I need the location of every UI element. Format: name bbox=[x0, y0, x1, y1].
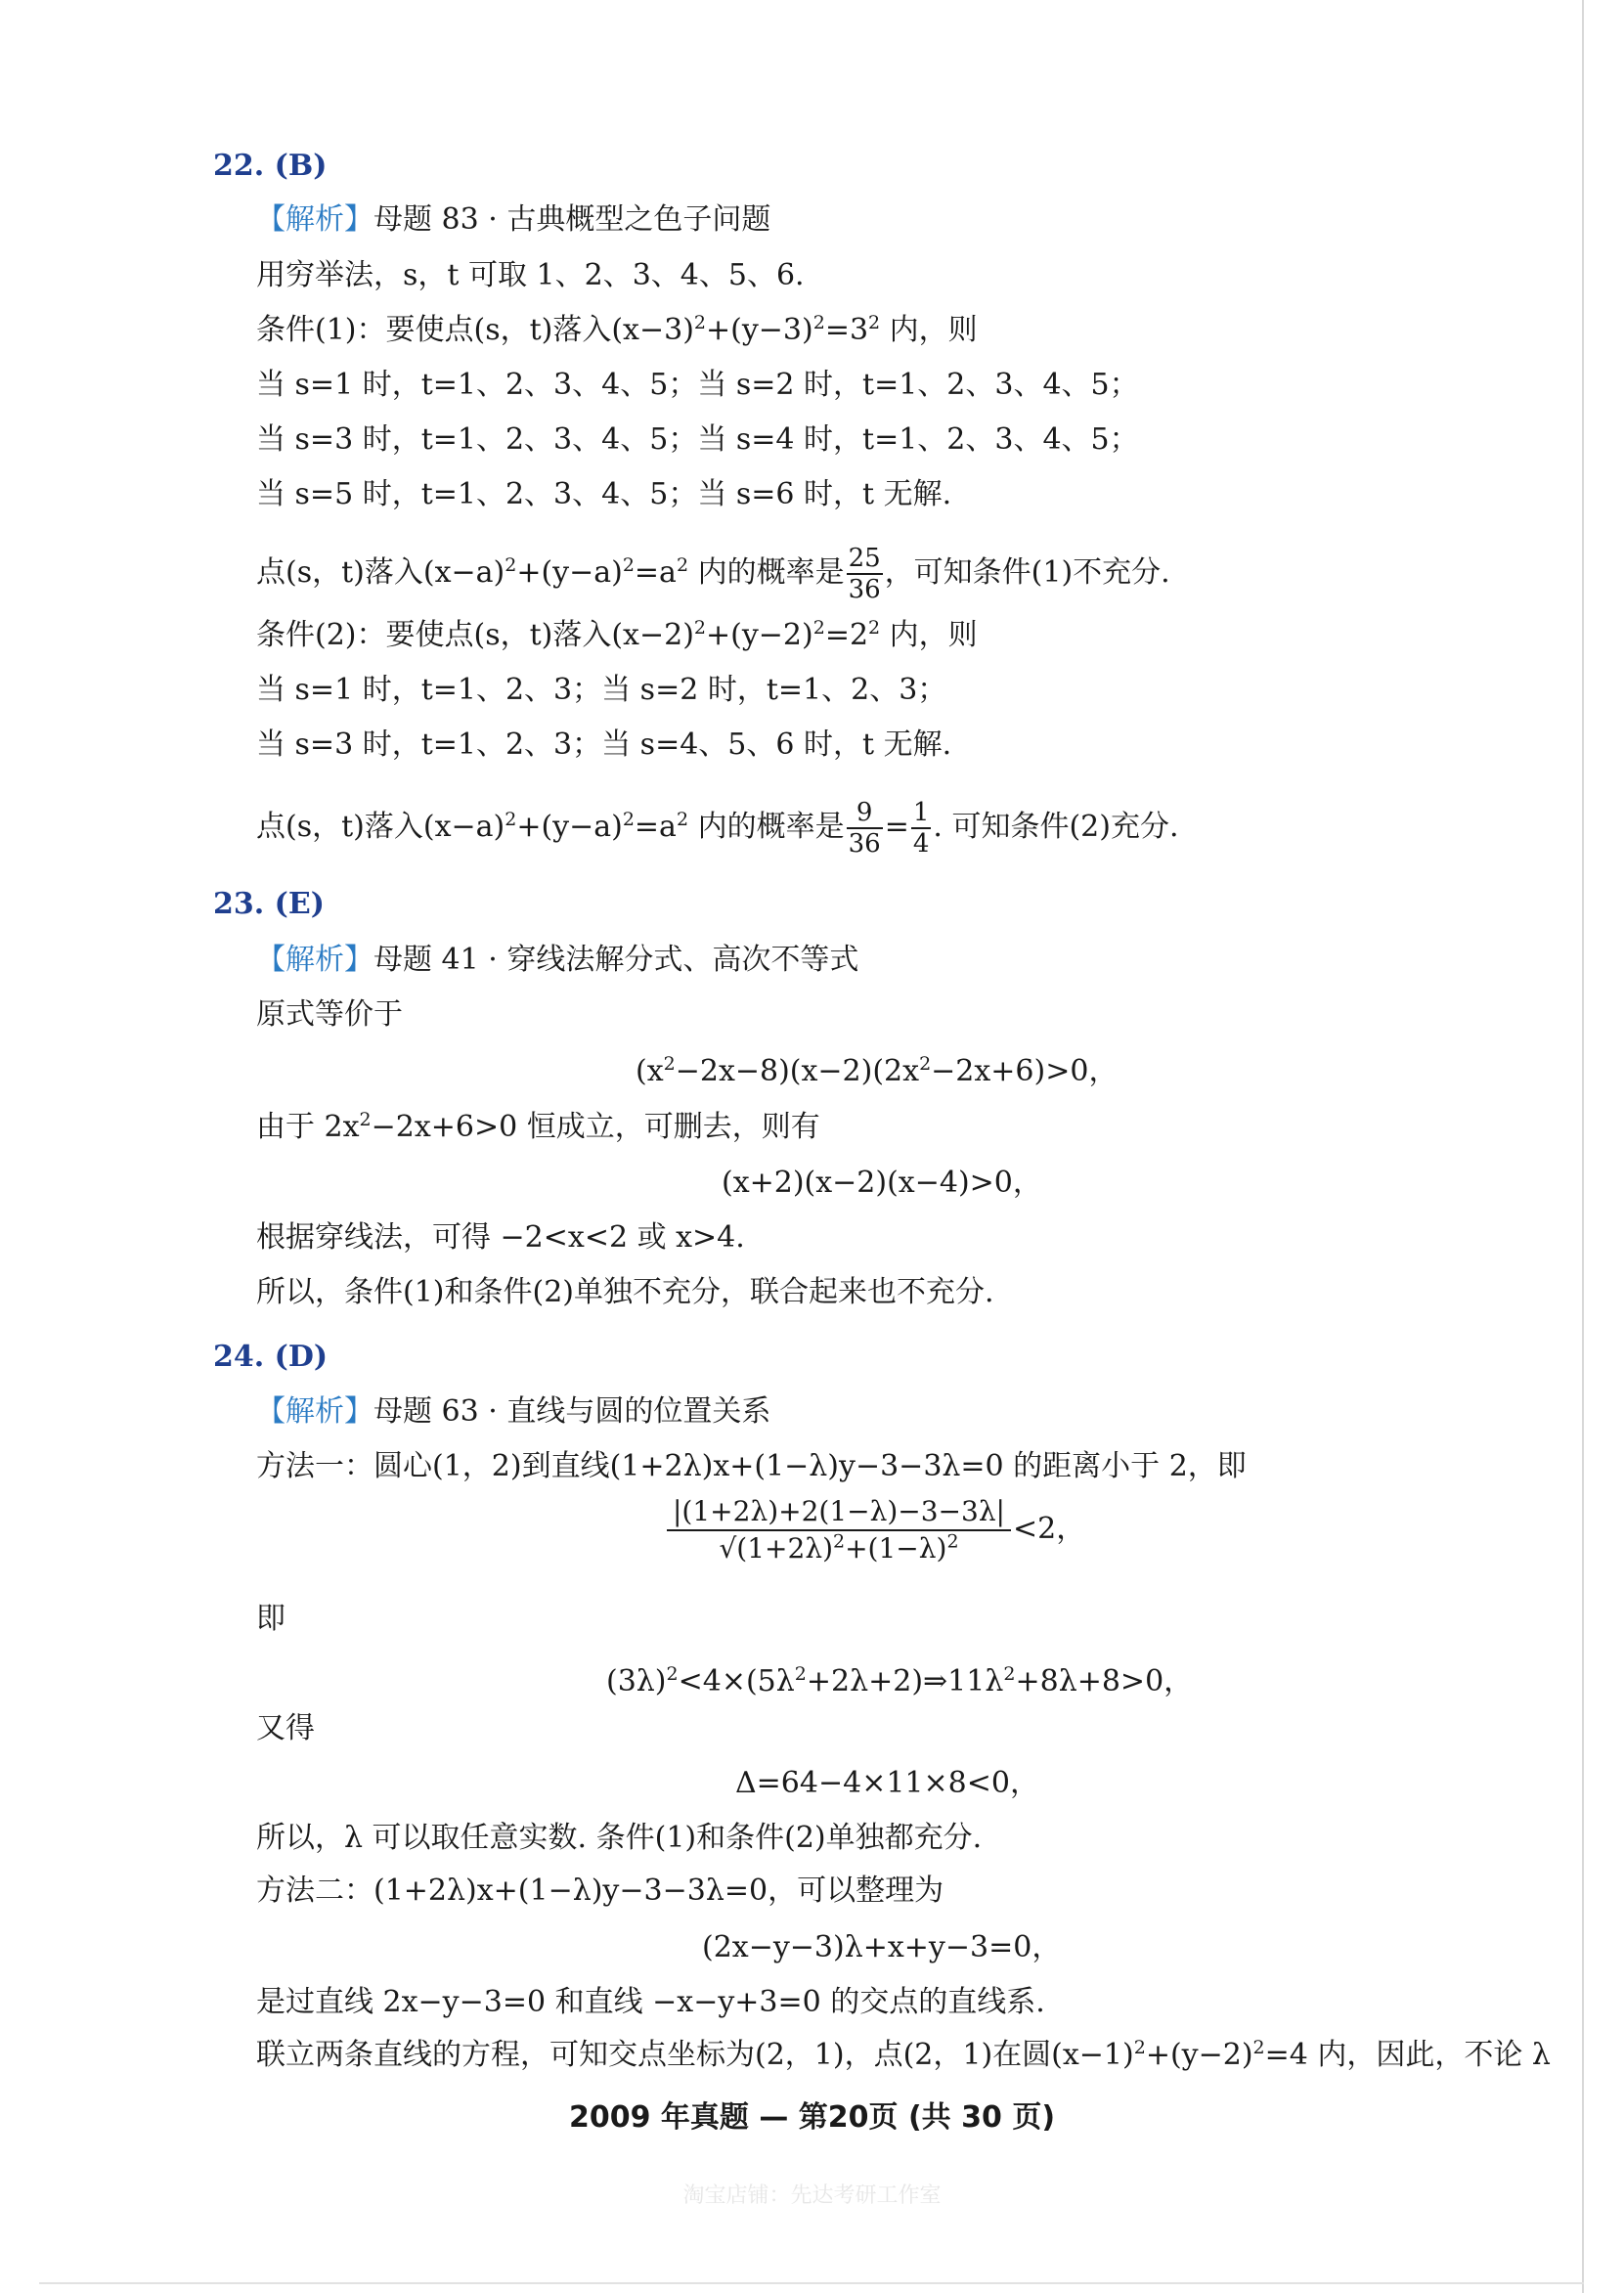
superscript: 2 bbox=[666, 1663, 679, 1685]
denominator: 4 bbox=[912, 829, 930, 859]
q24-equation-5: (2x−y−3)λ+x+y−3=0， bbox=[702, 1930, 1062, 1964]
text-fragment: √(1+2λ) bbox=[719, 1532, 833, 1565]
superscript: 2 bbox=[946, 1530, 959, 1553]
text-fragment: <4×(5λ bbox=[678, 1664, 795, 1698]
q23-analysis-tag: 【解析】 bbox=[256, 943, 373, 977]
q22-topic: 母题 83 · 古典概型之色子问题 bbox=[373, 202, 771, 237]
text-fragment: 联立两条直线的方程，可知交点坐标为(2，1)，点(2，1)在圆(x−1) bbox=[256, 2038, 1134, 2072]
text-fragment: +8λ+8>0， bbox=[1015, 1664, 1194, 1698]
text-fragment: +2λ+2)⇒11λ bbox=[806, 1664, 1004, 1698]
superscript: 2 bbox=[693, 312, 706, 333]
superscript: 2 bbox=[693, 617, 706, 639]
text-fragment: 点(s，t)落入(x−a) bbox=[256, 810, 505, 844]
q24-method-1: 方法一：圆心(1，2)到直线(1+2λ)x+(1−λ)y−3−3λ=0 的距离小于 2，即 bbox=[256, 1449, 1247, 1483]
superscript: 2 bbox=[359, 1109, 372, 1130]
superscript: 2 bbox=[622, 554, 635, 576]
denominator: 36 bbox=[848, 575, 881, 604]
text-fragment: <2， bbox=[1013, 1512, 1086, 1546]
watermark: 淘宝店铺：先达考研工作室 bbox=[682, 2183, 942, 2208]
superscript: 2 bbox=[622, 809, 635, 830]
q22-line-4: 当 s=3 时，t=1、2、3、4、5；当 s=4 时，t=1、2、3、4、5； bbox=[256, 422, 1139, 457]
q23-line-4: 所以，条件(1)和条件(2)单独不充分，联合起来也不充分. bbox=[256, 1275, 994, 1309]
text-fragment: =a bbox=[634, 810, 677, 844]
q22-line-3: 当 s=1 时，t=1、2、3、4、5；当 s=2 时，t=1、2、3、4、5； bbox=[256, 368, 1139, 402]
text-fragment: +(y−2) bbox=[706, 618, 813, 652]
q24-ji: 即 bbox=[256, 1602, 285, 1636]
page-edge-bottom bbox=[39, 2282, 1584, 2284]
text-fragment: +(y−a) bbox=[516, 810, 623, 844]
superscript: 2 bbox=[505, 809, 517, 830]
text-fragment: −2x+6>0 恒成立，可删去，则有 bbox=[371, 1110, 820, 1144]
text-fragment: =2 bbox=[824, 618, 869, 652]
fraction-25-36 bbox=[847, 544, 883, 604]
text-fragment: =3 bbox=[824, 313, 869, 347]
superscript: 2 bbox=[1252, 2037, 1265, 2058]
q23-line-3: 根据穿线法，可得 −2<x<2 或 x>4. bbox=[256, 1220, 745, 1255]
q22-probability-2 bbox=[256, 798, 1178, 859]
numerator: 9 bbox=[847, 798, 883, 829]
q23-line-2 bbox=[256, 1108, 820, 1147]
text-fragment: 由于 2x bbox=[256, 1110, 360, 1144]
numerator: 25 bbox=[848, 544, 881, 573]
q24-analysis-tag: 【解析】 bbox=[256, 1394, 373, 1429]
fraction-9-36 bbox=[847, 798, 883, 859]
q24-equation-3 bbox=[606, 1662, 1193, 1701]
q23-equation-2: (x+2)(x−2)(x−4)>0， bbox=[722, 1166, 1042, 1200]
text-fragment: 内的概率是 bbox=[688, 810, 845, 844]
page-edge-right bbox=[1582, 0, 1584, 2293]
q23-number: 23. (E) bbox=[213, 887, 325, 921]
q23-equation-1 bbox=[636, 1052, 1118, 1091]
superscript: 2 bbox=[676, 554, 689, 576]
q24-method-2: 方法二：(1+2λ)x+(1−λ)y−3−3λ=0，可以整理为 bbox=[256, 1874, 944, 1908]
text-fragment: =a bbox=[634, 555, 677, 590]
text-fragment: 内，则 bbox=[880, 618, 978, 652]
q24-line-5: 所以，λ 可以取任意实数. 条件(1)和条件(2)单独都充分. bbox=[256, 1821, 983, 1855]
q24-line-6: 是过直线 2x−y−3=0 和直线 −x−y+3=0 的交点的直线系. bbox=[256, 1985, 1045, 2019]
text-fragment: 内的概率是 bbox=[688, 555, 845, 590]
text-fragment: 点(s，t)落入(x−a) bbox=[256, 555, 505, 590]
page-footer: 2009 年真题 — 第20页 (共 30 页) bbox=[568, 2100, 1056, 2135]
q22-number: 22. (B) bbox=[213, 149, 328, 183]
q22-analysis-tag: 【解析】 bbox=[256, 202, 373, 237]
denominator bbox=[667, 1531, 1011, 1566]
text-fragment: 条件(1)：要使点(s，t)落入(x−3) bbox=[256, 313, 694, 347]
q24-topic-line bbox=[256, 1392, 770, 1432]
q22-probability-1 bbox=[256, 544, 1170, 604]
q23-line-1: 原式等价于 bbox=[256, 997, 403, 1032]
text-fragment: 条件(2)：要使点(s，t)落入(x−2) bbox=[256, 618, 694, 652]
text-fragment: +(y−3) bbox=[706, 313, 813, 347]
superscript: 2 bbox=[505, 554, 517, 576]
q22-condition-2 bbox=[256, 616, 978, 655]
fraction-1-4 bbox=[911, 798, 932, 859]
superscript: 2 bbox=[812, 312, 825, 333]
q22-condition-1 bbox=[256, 311, 978, 350]
superscript: 2 bbox=[868, 617, 881, 639]
text-fragment: (x bbox=[636, 1054, 664, 1088]
q23-topic-line bbox=[256, 941, 858, 980]
q22-line-9: 当 s=3 时，t=1、2、3；当 s=4、5、6 时，t 无解. bbox=[256, 728, 952, 762]
q24-line-7 bbox=[256, 2036, 1551, 2075]
numerator: |(1+2λ)+2(1−λ)−3−3λ| bbox=[667, 1494, 1011, 1531]
q24-number: 24. (D) bbox=[213, 1340, 329, 1374]
denominator: 36 bbox=[848, 829, 881, 859]
text-fragment: =4 内，因此，不论 λ bbox=[1264, 2038, 1551, 2072]
q24-distance-fraction bbox=[665, 1494, 1085, 1566]
text-fragment: +(y−a) bbox=[516, 555, 623, 590]
text-fragment: +(1−λ) bbox=[845, 1532, 947, 1565]
superscript: 2 bbox=[794, 1663, 807, 1685]
superscript: 2 bbox=[833, 1530, 846, 1553]
q22-topic-line bbox=[256, 200, 770, 240]
superscript: 2 bbox=[1003, 1663, 1016, 1685]
text-fragment: −2x+6)>0， bbox=[931, 1054, 1119, 1088]
text-fragment: ，可知条件(1)不充分. bbox=[884, 555, 1170, 590]
superscript: 2 bbox=[676, 809, 689, 830]
superscript: 2 bbox=[812, 617, 825, 639]
text-fragment: . 可知条件(2)充分. bbox=[933, 810, 1179, 844]
text-fragment: = bbox=[884, 810, 909, 844]
q24-topic: 母题 63 · 直线与圆的位置关系 bbox=[373, 1394, 771, 1429]
text-fragment: −2x−8)(x−2)(2x bbox=[675, 1054, 920, 1088]
q24-youde: 又得 bbox=[256, 1711, 315, 1745]
q23-topic: 母题 41 · 穿线法解分式、高次不等式 bbox=[373, 943, 859, 977]
text-fragment: +(y−2) bbox=[1145, 2038, 1253, 2072]
q24-equation-4: Δ=64−4×11×8<0， bbox=[735, 1766, 1039, 1800]
text-fragment: (3λ) bbox=[606, 1664, 667, 1698]
numerator: 1 bbox=[912, 798, 930, 827]
superscript: 2 bbox=[1133, 2037, 1146, 2058]
q22-line-8: 当 s=1 时，t=1、2、3；当 s=2 时，t=1、2、3； bbox=[256, 673, 947, 707]
q22-line-5: 当 s=5 时，t=1、2、3、4、5；当 s=6 时，t 无解. bbox=[256, 477, 952, 511]
superscript: 2 bbox=[663, 1053, 676, 1075]
distance-fraction bbox=[667, 1494, 1011, 1566]
superscript: 2 bbox=[919, 1053, 932, 1075]
superscript: 2 bbox=[868, 312, 881, 333]
q22-line-1: 用穷举法，s，t 可取 1、2、3、4、5、6. bbox=[256, 258, 805, 292]
text-fragment: 内，则 bbox=[880, 313, 978, 347]
